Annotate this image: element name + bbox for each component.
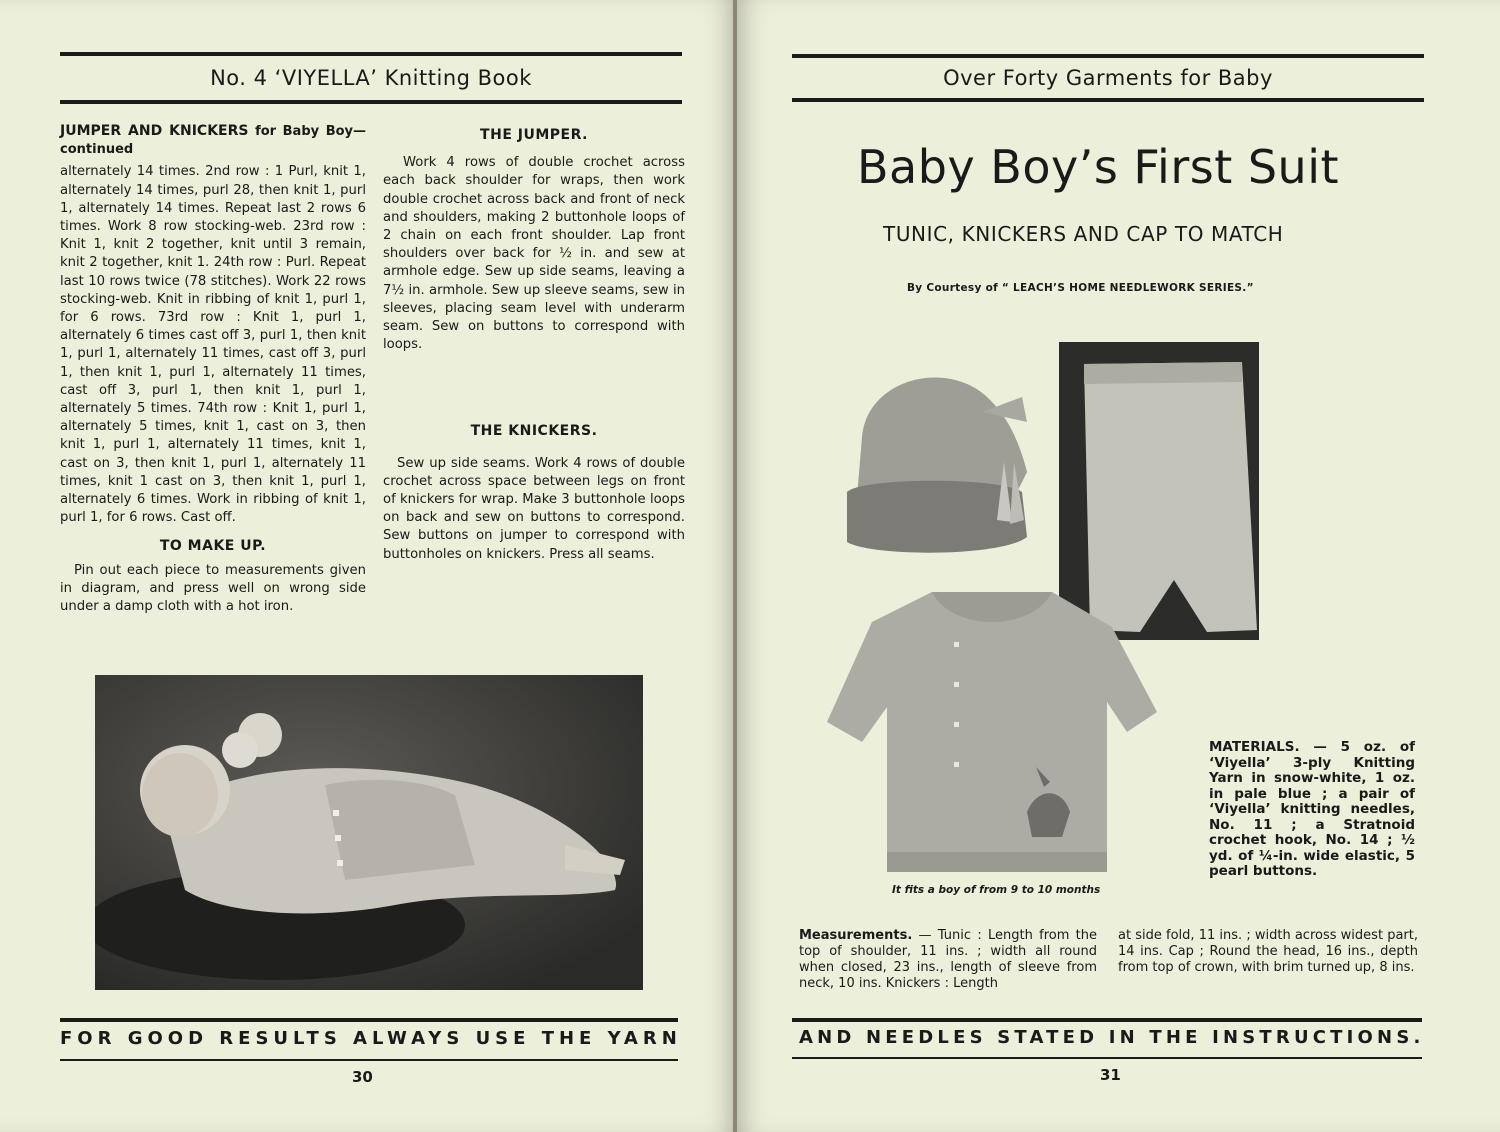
measurements-label: Measurements. bbox=[799, 928, 913, 943]
left-column-1 bbox=[60, 122, 366, 616]
courtesy-line: By Courtesy of “ LEACH’S HOME NEEDLEWORK SERIES.” bbox=[907, 282, 1254, 294]
materials-text: MATERIALS. — 5 oz. of ‘Viyella’ 3-ply Knitting Yarn in snow-white, 1 oz. in pale blue ; a pair of ‘Viyella’ knitting needles, No. 11 ; a Stratnoid crochet hook, No. 14 ; ½ yd. of ¼-in. wide elastic, 5 pearl buttons. bbox=[1209, 739, 1415, 879]
jumper-body: Work 4 rows of double crochet across each back shoulder for wraps, then work double crochet across back and front of neck and shoulders, making 2 buttonhole loops of 2 chain on each front shoulder. Lap front shoulders over back for ½ in. and sew at armhole edge. Sew up side seams, leaving a 7½ in. armhole. Sew up sleeve seams, sew in sleeves, placing seam level with underarm seam. Sew on buttons to correspond with loops. bbox=[383, 155, 685, 353]
continued-body: alternately 14 times. 2nd row : 1 Purl, knit 1, alternately 14 times, purl 28, then knit 1, purl 1, alternately 14 times. Repeat last 2 rows 6 times. Work 8 row stocking-web. 23rd row : Knit 1, knit 2 together, knit until 3 remain, knit 2 together, knit 1. 24th row : Purl. Repeat last 10 rows twice (78 stitches). Work 22 rows stocking-web. Knit in ribbing of knit 1, purl 1, for 6 rows. 73rd row : Knit 1, purl 1, alternately 6 times cast off 3, purl 1, then knit 1, purl 1, alternately 11 times, cast off 3, purl 1, then knit 1, purl 1, alternately 11 times, cast off 3, purl 1, then knit 1, purl 1, alternately 5 times. 74th row : Knit 1, purl 1, alternately 5 times, knit 1, cast on 3, then knit 1, purl 1, alternately 11 times, knit 1, cast on 3, then knit 1, purl 1, alternately 11 times, knit 1 cast on 3, then knit 1, purl 1, alternately 6 times. Work in ribbing of knit 1, purl 1, for 6 rows. Cast off. bbox=[60, 164, 366, 526]
footer-rule-bottom bbox=[60, 1059, 678, 1061]
right-header: Over Forty Garments for Baby bbox=[943, 66, 1273, 90]
measurements-col-2: at side fold, 11 ins. ; width across widest part, 14 ins. Cap ; Round the head, 16 ins., depth from top of crown, with brim turned up, 8 ins. bbox=[1118, 928, 1418, 975]
right-page bbox=[737, 0, 1500, 1132]
measurements-text-1: — Tunic : Length from the top of shoulder, 11 ins. ; width all round when closed, 23 ins., length of sleeve from neck, 10 ins. Knickers : Length bbox=[799, 928, 1097, 991]
footer-rule bbox=[60, 1018, 678, 1022]
baby-photo-image bbox=[95, 675, 643, 990]
knickers-heading: THE KNICKERS. bbox=[470, 423, 598, 440]
header-rule-top bbox=[60, 52, 682, 56]
page-title: Baby Boy’s First Suit bbox=[857, 140, 1340, 194]
header-rule-bottom bbox=[60, 100, 682, 104]
left-page-number: 30 bbox=[352, 1068, 373, 1086]
left-header: No. 4 ‘VIYELLA’ Knitting Book bbox=[210, 66, 532, 90]
right-footer: AND NEEDLES STATED IN THE INSTRUCTIONS. bbox=[799, 1027, 1425, 1048]
jumper-heading: THE JUMPER. bbox=[480, 127, 588, 143]
make-up-body: Pin out each piece to measurements given in diagram, and press well on wrong side under a damp cloth with a hot iron. bbox=[60, 562, 366, 615]
footer-rule bbox=[792, 1018, 1422, 1022]
make-up-heading: TO MAKE UP. bbox=[159, 538, 267, 555]
header-rule-bottom bbox=[792, 98, 1424, 102]
right-page-number: 31 bbox=[1100, 1066, 1121, 1084]
page-subtitle: TUNIC, KNICKERS AND CAP TO MATCH bbox=[883, 222, 1284, 246]
continued-heading-rest: for Baby Boy—continued bbox=[60, 124, 367, 158]
footer-rule-bottom bbox=[792, 1057, 1422, 1059]
header-rule-top bbox=[792, 54, 1424, 58]
knickers-body: Sew up side seams. Work 4 rows of double crochet across space between legs on front of knickers for wrap. Make 3 buttonhole loops on back and sew on buttons to correspond. Sew buttons on jumper to correspond with buttonholes on knickers. Press all seams. bbox=[383, 455, 685, 562]
measurements-col-1 bbox=[799, 928, 1097, 992]
tunic-image bbox=[827, 592, 1157, 872]
left-page bbox=[0, 0, 735, 1132]
baby-photo bbox=[95, 675, 643, 990]
continued-heading: JUMPER AND KNICKERS bbox=[60, 123, 249, 139]
left-column-2 bbox=[383, 122, 685, 564]
photo-caption: It fits a boy of from 9 to 10 months bbox=[892, 884, 1101, 896]
left-footer: FOR GOOD RESULTS ALWAYS USE THE YARN bbox=[60, 1028, 682, 1049]
